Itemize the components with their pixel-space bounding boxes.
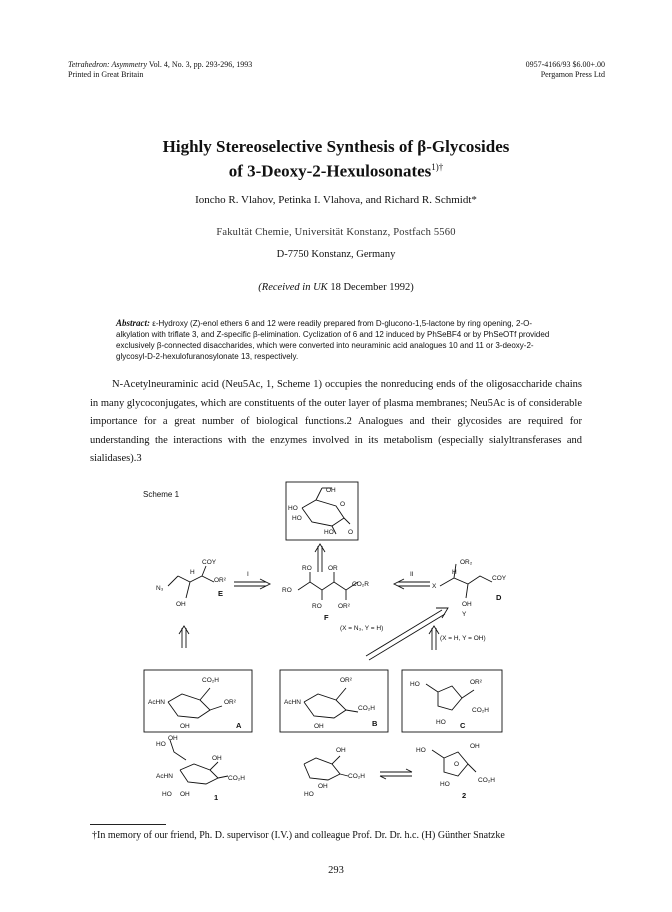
- n2b-HO-2: HO: [440, 781, 450, 788]
- D-Y: Y: [462, 611, 467, 618]
- B-OH: OH: [314, 723, 324, 730]
- footnote: †In memory of our friend, Ph. D. supervisor (I.V.) and colleague Prof. Dr. Dr. h.c. (H) Günther Snatzke: [92, 830, 505, 841]
- B-label: B: [372, 719, 378, 728]
- n1-HO-2: HO: [162, 791, 172, 798]
- n1-OH-3: OH: [180, 791, 190, 798]
- C-HO-2: HO: [436, 719, 446, 726]
- scheme-label: Scheme 1: [143, 490, 180, 499]
- top-HO-1: HO: [288, 505, 298, 512]
- A-OH: OH: [180, 723, 190, 730]
- A-AcHN: AcHN: [148, 699, 165, 706]
- E-OH: OH: [176, 601, 186, 608]
- top-HO-2: HO: [292, 515, 302, 522]
- printed-in: Printed in Great Britain: [68, 70, 144, 79]
- F-OR: OR: [328, 565, 338, 572]
- step-I: I: [247, 571, 249, 578]
- top-O-2: O: [348, 529, 354, 536]
- top-HO-3: HO: [324, 529, 334, 536]
- n1-AcHN: AcHN: [156, 773, 173, 780]
- journal-name: Tetrahedron: Asymmetry: [68, 60, 148, 69]
- received-date: [80, 282, 592, 293]
- page-number: 293: [328, 865, 344, 876]
- publisher: Pergamon Press Ltd: [540, 70, 605, 79]
- volume-info: Vol. 4, No. 3, pp. 293-296, 1993: [148, 60, 253, 69]
- E-COY: COY: [202, 559, 217, 566]
- received-date-value: 18 December 1992): [330, 282, 414, 293]
- B-CO2H: CO₂H: [358, 705, 375, 712]
- D-OR2: OR₂: [460, 559, 473, 566]
- C-OR2: OR²: [470, 679, 482, 686]
- n2b-O: O: [454, 761, 460, 768]
- title-line-2: of 3-Deoxy-2-Hexulosonates: [228, 161, 432, 181]
- C-label: C: [460, 721, 466, 730]
- affiliation-line-1: Fakultät Chemie, Universität Konstanz, Postfach 5560: [216, 227, 456, 238]
- structure-C-box: [402, 670, 502, 732]
- top-OH: OH: [326, 487, 336, 494]
- D-X: X: [432, 583, 437, 590]
- n1-OH: OH: [168, 735, 178, 742]
- footnote-rule: [90, 824, 166, 825]
- received-prefix: (Received in UK: [258, 282, 328, 293]
- compound-1-label: 1: [214, 793, 219, 802]
- n2a-OH-2: OH: [318, 783, 328, 790]
- n2b-HO: HO: [416, 747, 426, 754]
- C-HO: HO: [410, 681, 420, 688]
- E-label: E: [218, 589, 224, 598]
- D-condition: (X = H, Y = OH): [440, 635, 486, 642]
- E-OR2: OR²: [214, 577, 226, 584]
- header-right: [526, 60, 605, 80]
- abstract-text: ε-Hydroxy (Z)-enol ethers 6 and 12 were readily prepared from D-glucono-1,5-lactone by ring opening, 2-O-alkylation with triflate 3, and Z-specific β-elimination. Cyclization of 6 and 12 induced by PhSeBF4 or by PhSeOTf provided exclusively β-connected disaccharides, which were converted into neuraminic acid analogues 10 and 11 or 3-deoxy-2-glycosyl-D-2-hexulofuranosylonate 13, respectively.: [116, 319, 550, 361]
- n1-CO2H: CO₂H: [228, 775, 245, 782]
- n1-HO: HO: [156, 741, 166, 748]
- B-AcHN: AcHN: [284, 699, 301, 706]
- F-OR2: OR²: [338, 603, 350, 610]
- title-line-1: Highly Stereoselective Synthesis of β-Glycosides: [162, 137, 510, 156]
- authors: Ioncho R. Vlahov, Petinka I. Vlahova, and Richard R. Schmidt*: [195, 194, 477, 206]
- E-N3: N₃: [156, 585, 164, 592]
- F-condition: (X = N₃, Y = H): [340, 625, 384, 632]
- n2a-HO: HO: [304, 791, 314, 798]
- F-RO-2: RO: [282, 587, 292, 594]
- D-OH: OH: [462, 601, 472, 608]
- article-title: [80, 136, 592, 182]
- D-COY: COY: [492, 575, 507, 582]
- abstract-label: Abstract:: [116, 318, 151, 328]
- F-CO2R: CO₂R: [352, 581, 369, 588]
- n2a-CO2H: CO₂H: [348, 773, 365, 780]
- F-label: F: [324, 613, 329, 622]
- A-label: A: [236, 721, 242, 730]
- affiliation-line-2: D-7750 Konstanz, Germany: [276, 249, 396, 260]
- abstract: [116, 318, 554, 362]
- E-H: H: [190, 569, 195, 576]
- header-left: [68, 60, 252, 80]
- n2a-OH: OH: [336, 747, 346, 754]
- n2b-OH: OH: [470, 743, 480, 750]
- F-RO-1: RO: [302, 565, 312, 572]
- n1-OH-2: OH: [212, 755, 222, 762]
- body-paragraph: N-Acetylneuraminic acid (Neu5Ac, 1, Scheme 1) occupies the nonreducing ends of the oligosaccharide chains in many glycoconjugates, which are constituents of the outer layer of plasma membranes; Neu5Ac is of considerable importance for a great number of biological functions.2 Analogues and their glycosides are required for understanding the interactions with the enzymes involved in its metabolism (especially sialyltransferases and sialidases).3: [90, 379, 582, 464]
- D-H: H: [452, 569, 457, 576]
- title-footnote-mark: 1)†: [431, 162, 444, 172]
- C-CO2H: CO₂H: [472, 707, 489, 714]
- n2b-CO2H: CO₂H: [478, 777, 495, 784]
- D-label: D: [496, 593, 502, 602]
- compound-2-label: 2: [462, 791, 467, 800]
- A-OR2: OR²: [224, 699, 236, 706]
- article-code: 0957-4166/93 $6.00+.00: [525, 60, 605, 69]
- B-OR2: OR²: [340, 677, 352, 684]
- scheme-1-figure: [140, 478, 540, 818]
- F-RO-3: RO: [312, 603, 322, 610]
- step-II: II: [410, 571, 414, 578]
- A-CO2H: CO₂H: [202, 677, 219, 684]
- top-O: O: [340, 501, 346, 508]
